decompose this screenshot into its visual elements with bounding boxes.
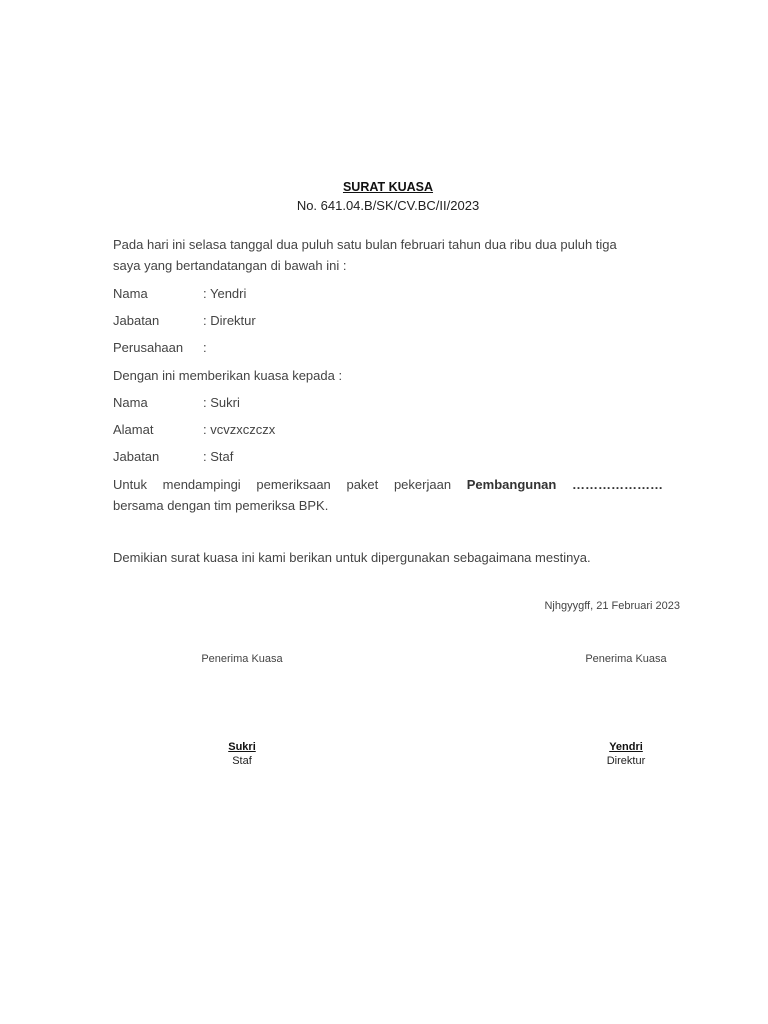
letter-title: SURAT KUASA (342, 180, 434, 194)
grantor-position-row (113, 313, 256, 328)
grantor-name-label: Nama (113, 286, 148, 301)
grantee-address-label: Alamat (113, 422, 154, 437)
opening-paragraph (113, 234, 663, 276)
purpose-line-2: bersama dengan tim pemeriksa BPK. (113, 498, 329, 513)
opening-line-1: Pada hari ini selasa tanggal dua puluh satu bulan februari tahun dua ribu dua puluh tiga (113, 237, 617, 252)
grantor-name-value: : Yendri (203, 286, 247, 301)
grantee-position-row (113, 449, 233, 464)
letter-number: No. 641.04.B/SK/CV.BC/II/2023 (296, 198, 480, 213)
left-signatory-role: Staf (232, 755, 252, 767)
purpose-paragraph (113, 474, 663, 516)
grantee-address-row (113, 422, 275, 437)
grantor-company-value: : (203, 340, 207, 355)
grantee-address-value: : vcvzxczczx (203, 422, 276, 437)
grantee-position-value: : Staf (203, 449, 234, 464)
grantee-name-label: Nama (113, 395, 148, 410)
purpose-prefix: Untuk mendampingi pemeriksaan paket pekerjaan (113, 477, 452, 492)
place-date: Njhgyygff, 21 Februari 2023 (544, 600, 680, 612)
grantee-name-row (113, 395, 240, 410)
left-signature-heading: Penerima Kuasa (201, 653, 283, 665)
closing-statement: Demikian surat kuasa ini kami berikan untuk dipergunakan sebagaimana mestinya. (113, 550, 591, 565)
left-signatory-name: Sukri (228, 741, 256, 753)
grantee-position-label: Jabatan (113, 449, 160, 464)
grantor-company-label: Perusahaan (113, 340, 184, 355)
grant-statement: Dengan ini memberikan kuasa kepada : (113, 368, 343, 383)
purpose-line-1 (113, 474, 663, 495)
right-signature-heading: Penerima Kuasa (585, 653, 667, 665)
grantor-company-row (113, 340, 207, 355)
grantor-position-value: : Direktur (203, 313, 256, 328)
grantor-name-row (113, 286, 246, 301)
opening-line-2: saya yang bertandatangan di bawah ini : (113, 258, 347, 273)
right-signatory-role: Direktur (606, 755, 646, 767)
grantee-name-value: : Sukri (203, 395, 240, 410)
right-signatory-name: Yendri (609, 741, 643, 753)
grantor-position-label: Jabatan (113, 313, 160, 328)
purpose-project: Pembangunan ………………… (466, 477, 663, 492)
